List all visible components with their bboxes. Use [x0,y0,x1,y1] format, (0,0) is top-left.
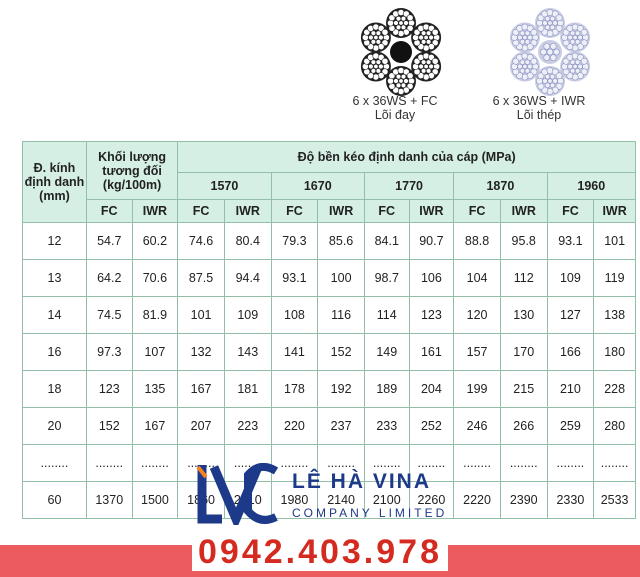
value-cell: ........ [454,445,501,482]
value-cell: 2260 [409,482,454,519]
value-cell: 101 [178,297,225,334]
value-cell: 84.1 [364,223,409,260]
fc-rope-cross-section-icon [353,6,449,98]
header-iwr: IWR [318,200,365,223]
phone-number [0,532,640,572]
value-cell: ........ [364,445,409,482]
value-cell: 107 [132,334,178,371]
value-cell: 87.5 [178,260,225,297]
diameter-cell: 12 [23,223,87,260]
value-cell: 95.8 [500,223,547,260]
diameter-cell: 60 [23,482,87,519]
value-cell: ........ [86,445,132,482]
table-row [23,371,636,408]
value-cell: 138 [594,297,636,334]
header-grade: 1570 [178,173,271,200]
rope-label: 6 x 36WS + FC [352,94,438,108]
specification-table [22,141,636,519]
value-cell: 161 [409,334,454,371]
value-cell: 141 [271,334,318,371]
value-cell: 170 [500,334,547,371]
value-cell: 135 [132,371,178,408]
value-cell: 181 [224,371,271,408]
value-cell: 252 [409,408,454,445]
value-cell: 207 [178,408,225,445]
value-cell: 93.1 [271,260,318,297]
header-fc: FC [271,200,318,223]
value-cell: 143 [224,334,271,371]
value-cell: ........ [318,445,365,482]
value-cell: ........ [547,445,594,482]
iwr-rope-cross-section-icon [502,6,598,98]
value-cell: 79.3 [271,223,318,260]
header-fc: FC [364,200,409,223]
value-cell: 104 [454,260,501,297]
value-cell: 189 [364,371,409,408]
value-cell: ........ [132,445,178,482]
value-cell: 228 [594,371,636,408]
header-fc: FC [86,200,132,223]
header-weight: Khối lượng tương đối (kg/100m) [86,142,177,200]
value-cell: 116 [318,297,365,334]
value-cell: 2100 [364,482,409,519]
value-cell: 220 [271,408,318,445]
value-cell: 127 [547,297,594,334]
value-cell: 149 [364,334,409,371]
value-cell: 109 [224,297,271,334]
value-cell: 80.4 [224,223,271,260]
value-cell: 74.5 [86,297,132,334]
header-iwr: IWR [500,200,547,223]
brand-subtitle: COMPANY LIMITED [292,506,448,520]
header-fc: FC [547,200,594,223]
value-cell: ........ [594,445,636,482]
value-cell: 210 [547,371,594,408]
value-cell: 130 [500,297,547,334]
value-cell: 2010 [224,482,271,519]
value-cell: 167 [178,371,225,408]
value-cell: 114 [364,297,409,334]
value-cell: 90.7 [409,223,454,260]
value-cell: 101 [594,223,636,260]
diameter-cell: 18 [23,371,87,408]
value-cell: 74.6 [178,223,225,260]
value-cell: 266 [500,408,547,445]
value-cell: 233 [364,408,409,445]
rope-caption-fc [320,94,470,122]
value-cell: 2390 [500,482,547,519]
value-cell: 1370 [86,482,132,519]
value-cell: 85.6 [318,223,365,260]
value-cell: 112 [500,260,547,297]
value-cell: 106 [409,260,454,297]
table-row [23,223,636,260]
header-iwr: IWR [409,200,454,223]
value-cell: 123 [86,371,132,408]
rope-core: Lõi đay [374,108,416,122]
header-diameter: Đ. kính định danh (mm) [23,142,87,223]
table-row [23,297,636,334]
value-cell: 152 [318,334,365,371]
diameter-cell: 20 [23,408,87,445]
value-cell: ........ [409,445,454,482]
value-cell: 97.3 [86,334,132,371]
header-strength: Độ bền kéo định danh của cáp (MPa) [178,142,636,173]
value-cell: 2140 [318,482,365,519]
diameter-cell: 14 [23,297,87,334]
diameter-cell: 13 [23,260,87,297]
value-cell: 1860 [178,482,225,519]
rope-label: 6 x 36WS + IWR [492,94,586,108]
diameter-cell: 16 [23,334,87,371]
value-cell: 100 [318,260,365,297]
value-cell: 246 [454,408,501,445]
value-cell: ........ [271,445,318,482]
value-cell: 94.4 [224,260,271,297]
value-cell: 54.7 [86,223,132,260]
value-cell: 204 [409,371,454,408]
value-cell: 88.8 [454,223,501,260]
value-cell: 2533 [594,482,636,519]
value-cell: 119 [594,260,636,297]
value-cell: 98.7 [364,260,409,297]
value-cell: 1980 [271,482,318,519]
value-cell: 180 [594,334,636,371]
value-cell: 132 [178,334,225,371]
value-cell: 280 [594,408,636,445]
table-row [23,260,636,297]
header-grade: 1670 [271,173,364,200]
value-cell: 93.1 [547,223,594,260]
value-cell: 81.9 [132,297,178,334]
header-iwr: IWR [132,200,178,223]
value-cell: ........ [178,445,225,482]
phone-text: 0942.403.978 [192,533,448,571]
header-grade: 1770 [364,173,453,200]
value-cell: 109 [547,260,594,297]
value-cell: ........ [224,445,271,482]
value-cell: 199 [454,371,501,408]
lvc-logo [196,463,278,525]
value-cell: 120 [454,297,501,334]
header-grade: 1960 [547,173,635,200]
value-cell: 237 [318,408,365,445]
value-cell: 70.6 [132,260,178,297]
header-iwr: IWR [224,200,271,223]
value-cell: ........ [500,445,547,482]
table-row [23,408,636,445]
value-cell: 2330 [547,482,594,519]
table-row [23,334,636,371]
rope-caption-iwr [464,94,614,122]
value-cell: 167 [132,408,178,445]
header-iwr: IWR [594,200,636,223]
value-cell: 178 [271,371,318,408]
value-cell: 215 [500,371,547,408]
value-cell: 64.2 [86,260,132,297]
value-cell: 152 [86,408,132,445]
value-cell: 166 [547,334,594,371]
value-cell: 223 [224,408,271,445]
header-fc: FC [178,200,225,223]
value-cell: 123 [409,297,454,334]
value-cell: 108 [271,297,318,334]
value-cell: 157 [454,334,501,371]
header-grade: 1870 [454,173,547,200]
value-cell: 2220 [454,482,501,519]
value-cell: 192 [318,371,365,408]
diameter-cell: ........ [23,445,87,482]
value-cell: 1500 [132,482,178,519]
header-fc: FC [454,200,501,223]
value-cell: 60.2 [132,223,178,260]
value-cell: 259 [547,408,594,445]
brand-name: LÊ HÀ VINA [292,470,432,493]
rope-core: Lõi thép [516,108,562,122]
